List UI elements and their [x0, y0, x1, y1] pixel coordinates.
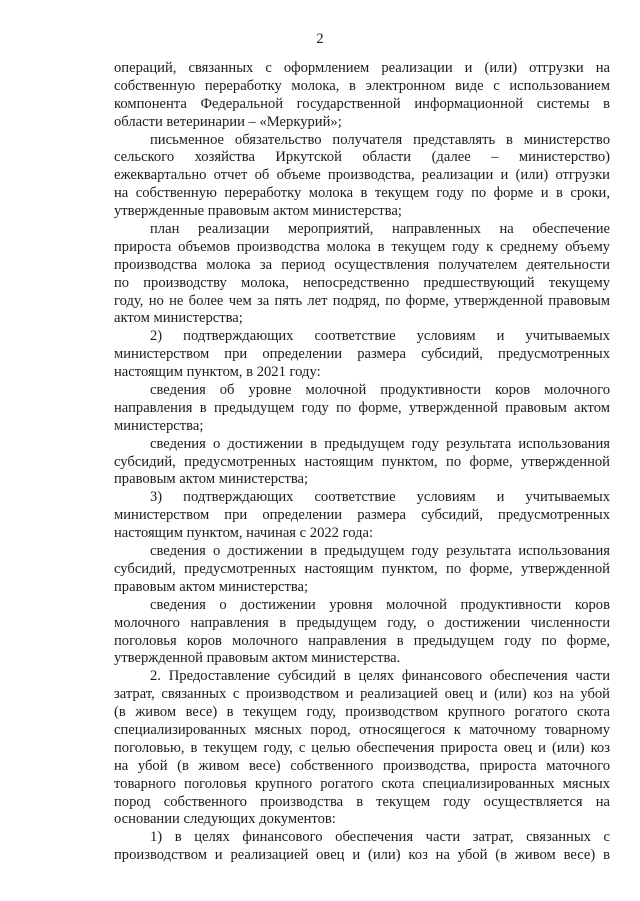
page-number: 2 [316, 31, 324, 47]
text-line: правовым актом министерства; [114, 578, 309, 595]
text-line: области ветеринарии – «Меркурий»; [114, 113, 342, 130]
text-line: молочного направления в предыдущем году, о достижении численности [114, 614, 610, 631]
text-line: пород собственного производства в текущем году осуществляется на [114, 793, 610, 810]
text-line: собственную переработку молока, в электронном виде с использованием [114, 77, 610, 94]
text-line: министерством при определении размера субсидий, предусмотренных [114, 507, 610, 524]
text-line: министерством при определении размера субсидий, предусмотренных [114, 346, 610, 363]
text-line: сведения о достижении в предыдущем году результата использования [150, 435, 610, 452]
text-line: 2. Предоставление субсидий в целях финансового обеспечения части [150, 668, 610, 685]
text-line: товарного поголовья крупного рогатого скота специализированных мясных [114, 775, 610, 792]
text-line: по производству молока, непосредственно предшествующий текущему [114, 274, 610, 291]
text-line: субсидий, предусмотренных настоящим пунктом, по форме, утвержденной [114, 560, 610, 577]
text-line: сведения о достижении в предыдущем году результата использования [150, 543, 610, 560]
text-line: прироста объемов производства молока в текущем году к среднему объему [114, 238, 610, 255]
text-line: ежеквартально отчет об объеме производства, реализации и (или) отгрузки [114, 167, 610, 184]
text-line: план реализации мероприятий, направленных на обеспечение [150, 221, 610, 238]
text-line: сведения об уровне молочной продуктивности коров молочного [150, 382, 610, 399]
text-line: операций, связанных с оформлением реализации и (или) отгрузки на [114, 60, 610, 76]
text-line: 1) в целях финансового обеспечения части затрат, связанных с [150, 829, 610, 846]
text-line: настоящим пунктом, в 2021 году: [114, 364, 321, 381]
text-line: поголовья коров молочного направления в предыдущем году по форме, [114, 632, 610, 649]
text-line: 2) подтверждающих соответствие условиям и учитываемых [150, 328, 610, 345]
text-line: производством и реализацией овец и (или) коз на убой (в живом весе) в [114, 847, 610, 864]
text-line: поголовью, в текущем году, с целью обеспечения прироста овец и (или) коз [114, 739, 610, 756]
text-line: утвержденные правовым актом министерства; [114, 203, 402, 220]
text-line: утвержденной правовым актом министерства. [114, 650, 401, 667]
text-line: правовым актом министерства; [114, 471, 309, 488]
text-line: сельского хозяйства Иркутской области (далее – министерство) [114, 149, 610, 166]
text-line: актом министерства; [114, 310, 243, 327]
document-body [114, 60, 610, 865]
text-line: году, но не более чем за пять лет подряд, по форме, утвержденной правовым [114, 292, 610, 309]
text-line: на собственную переработку молока в текущем году по форме и в сроки, [114, 185, 610, 202]
text-line: основании следующих документов: [114, 811, 336, 828]
text-line: письменное обязательство получателя представлять в министерство [150, 131, 610, 148]
text-line: настоящим пунктом, начиная с 2022 года: [114, 525, 374, 542]
text-line: (в живом весе) в текущем году, производством крупного рогатого скота [114, 704, 610, 721]
text-line: на убой (в живом весе) собственного производства, прироста маточного [114, 757, 610, 774]
text-line: затрат, связанных с производством и реализацией овец и (или) коз на убой [114, 686, 610, 703]
text-line: министерства; [114, 417, 204, 434]
text-line: направления в предыдущем году по форме, утвержденной правовым актом [114, 399, 610, 416]
text-line: сведения о достижении уровня молочной продуктивности коров [150, 596, 610, 613]
text-line: 3) подтверждающих соответствие условиям и учитываемых [150, 489, 610, 506]
text-line: субсидий, предусмотренных настоящим пунктом, по форме, утвержденной [114, 453, 610, 470]
text-line: специализированных мясных пород, относящегося к маточному товарному [114, 721, 610, 738]
text-line: компонента Федеральной государственной информационной системы в [114, 95, 610, 112]
text-line: производства молока за период осуществления получателем деятельности [114, 256, 610, 273]
